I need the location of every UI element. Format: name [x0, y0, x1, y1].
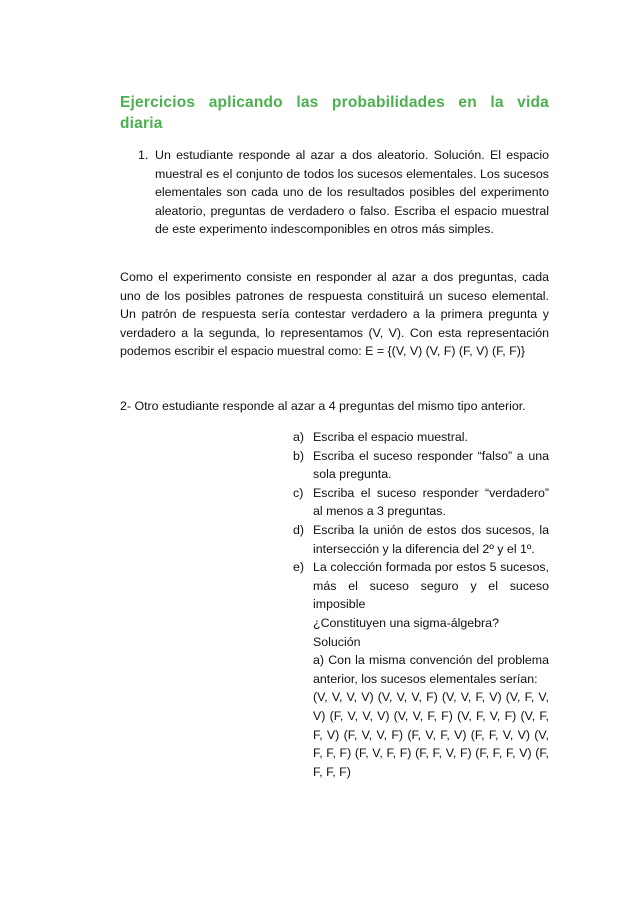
subitem-text: Escriba el espacio muestral.	[313, 430, 468, 444]
subitem-letter: b)	[293, 448, 305, 463]
paragraph-1	[120, 268, 549, 361]
elementary-events: (V, V, V, V) (V, V, V, F) (V, V, F, V) (V, F, V, V) (F, V, V, V) (V, V, F, F) (V, F, V, F) (V, F, F, V) (F, V, V, F) (F, V, F, V) (F, F, V, V) (V, F, F, F) (F, V, F, F) (F, F, V, F) (F, F, F, V) (F, F, F, F)	[313, 690, 549, 779]
subitem-text: Escriba el suceso responder “falso” a una sola pregunta.	[313, 448, 549, 482]
question-text: ¿Constituyen una sigma-álgebra?	[313, 615, 499, 630]
subitem-e	[293, 558, 549, 614]
document-title: Ejercicios aplicando las probabilidades en la vida diaria	[120, 94, 549, 132]
subitem-letter: d)	[293, 522, 305, 537]
exercise-2-subitems	[293, 428, 549, 781]
subitem-b	[293, 447, 549, 484]
subitem-c	[293, 484, 549, 521]
subitem-text: Escriba la unión de estos dos sucesos, la intersección y la diferencia del 2º y el 1º.	[313, 522, 549, 556]
paragraph-2-text: 2- Otro estudiante responde al azar a 4 preguntas del mismo tipo anterior.	[120, 399, 526, 413]
subitem-d	[293, 521, 549, 558]
exercise-1	[120, 146, 549, 239]
subitem-text: La colección formada por estos 5 sucesos, más el suceso seguro y el suceso imposible	[313, 560, 549, 612]
paragraph-2	[120, 397, 549, 416]
solution-label: Solución	[313, 634, 361, 649]
subitem-a	[293, 428, 549, 447]
subitem-letter: a)	[293, 430, 305, 444]
subitem-letter: e)	[293, 560, 305, 575]
exercise-1-text: Un estudiante responde al azar a dos aleatorio. Solución. El espacio muestral es el conjunto de todos los sucesos elementales. Los sucesos elementales son cada uno de los resultados posibles del experimento aleatorio, preguntas de verdadero o falso. Escriba el espacio muestral de este experimento indescomponibles en otros más simples.	[155, 148, 549, 237]
document-page	[120, 0, 559, 903]
subitem-letter: c)	[293, 485, 304, 500]
paragraph-1-text: Como el experimento consiste en responder al azar a dos preguntas, cada uno de los posibles patrones de respuesta constituirá un suceso elemental. Un patrón de respuesta sería contestar verdadero a la primera pregunta y verdadero a la segunda, lo representamos (V, V). Con esta representación podemos escribir el espacio muestral como: E = {(V, V) (V, F) (F, V) (F, F)}	[120, 270, 549, 359]
solution-block	[293, 614, 549, 781]
exercise-1-number: 1.	[138, 148, 149, 162]
solution-text: a) Con la misma convención del problema anterior, los sucesos elementales serían:	[313, 653, 549, 686]
subitem-text: Escriba el suceso responder “verdadero” al menos a 3 preguntas.	[313, 485, 549, 519]
